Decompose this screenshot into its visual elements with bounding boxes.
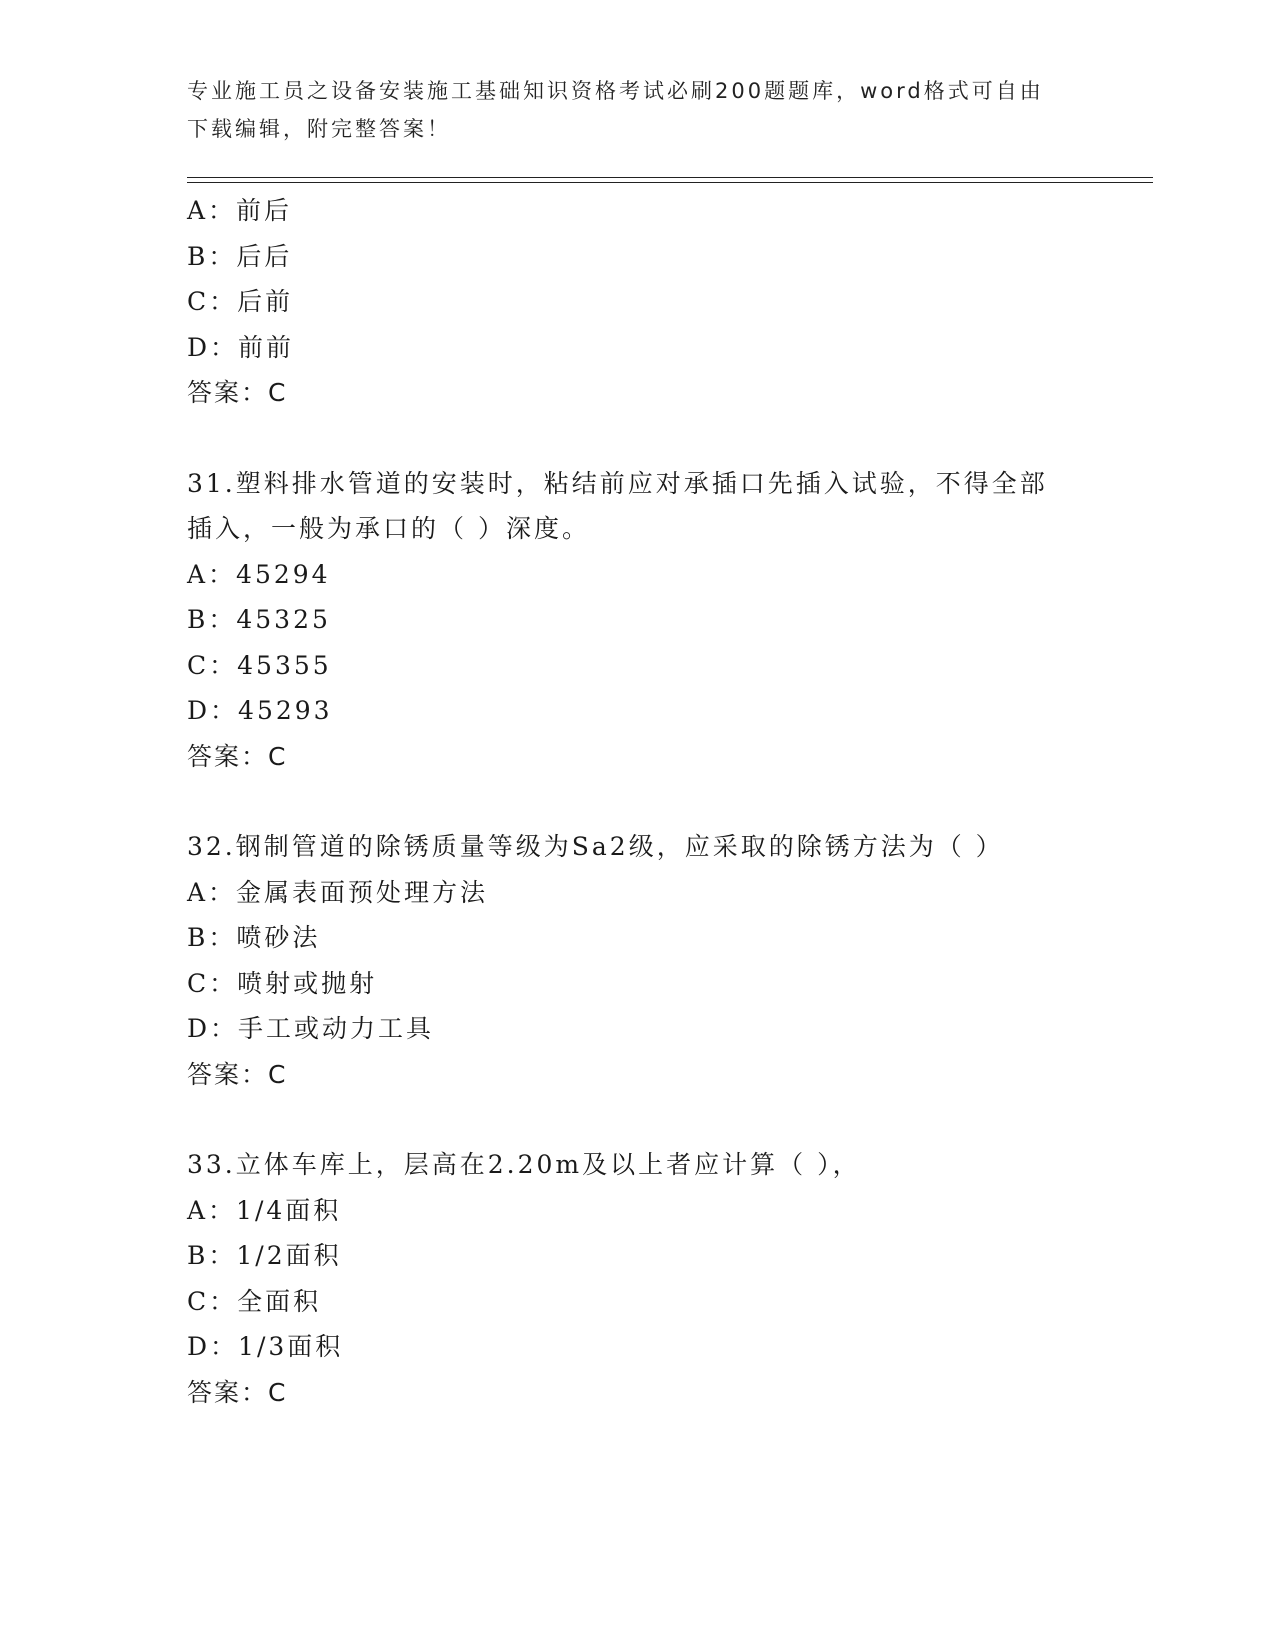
option-d: D：45293: [187, 696, 333, 725]
question-block-30: [187, 188, 1107, 416]
answer-line: 答案：C: [187, 741, 288, 771]
question-stem: 33.立体车库上，层高在2.20m及以上者应计算（ ），: [187, 1150, 861, 1179]
option-c: C：45355: [187, 650, 332, 680]
option-b: B：1/2面积: [187, 1241, 342, 1270]
question-block-33: [187, 1142, 1107, 1415]
question-block-31: [187, 461, 1107, 780]
option-a: A：45294: [187, 559, 331, 589]
option-d: D：前前: [187, 332, 295, 362]
header-rule-top: [187, 177, 1153, 178]
option-d: D：手工或动力工具: [187, 1014, 435, 1043]
spacer: [187, 779, 1107, 824]
answer-line: 答案：C: [187, 1377, 288, 1407]
option-a: A：金属表面预处理方法: [187, 877, 489, 907]
option-a: A：前后: [187, 196, 293, 225]
spacer: [187, 416, 1107, 461]
document-header: 专业施工员之设备安装施工基础知识资格考试必刷200题题库，word格式可自由下载编辑，附完整答案！: [187, 79, 1044, 141]
option-c: C：后前: [187, 287, 294, 316]
header-rule-bottom: [187, 182, 1153, 183]
option-b: B：45325: [187, 605, 331, 634]
question-list: [187, 188, 1107, 1415]
answer-line: 答案：C: [187, 1059, 288, 1089]
spacer: [187, 1097, 1107, 1142]
question-block-32: [187, 824, 1107, 1097]
option-b: B：后后: [187, 241, 293, 271]
option-d: D：1/3面积: [187, 1332, 344, 1361]
question-stem: 31.塑料排水管道的安装时，粘结前应对承插口先插入试验，不得全部插入，一般为承口的（ ）深度。: [187, 468, 1048, 543]
answer-line: 答案：C: [187, 378, 288, 407]
question-stem: 32.钢制管道的除锈质量等级为Sa2级，应采取的除锈方法为（ ）: [187, 832, 1004, 861]
option-a: A：1/4面积: [187, 1195, 342, 1225]
option-c: C：喷射或抛射: [187, 968, 378, 998]
option-b: B：喷砂法: [187, 923, 321, 952]
option-c: C：全面积: [187, 1286, 322, 1316]
